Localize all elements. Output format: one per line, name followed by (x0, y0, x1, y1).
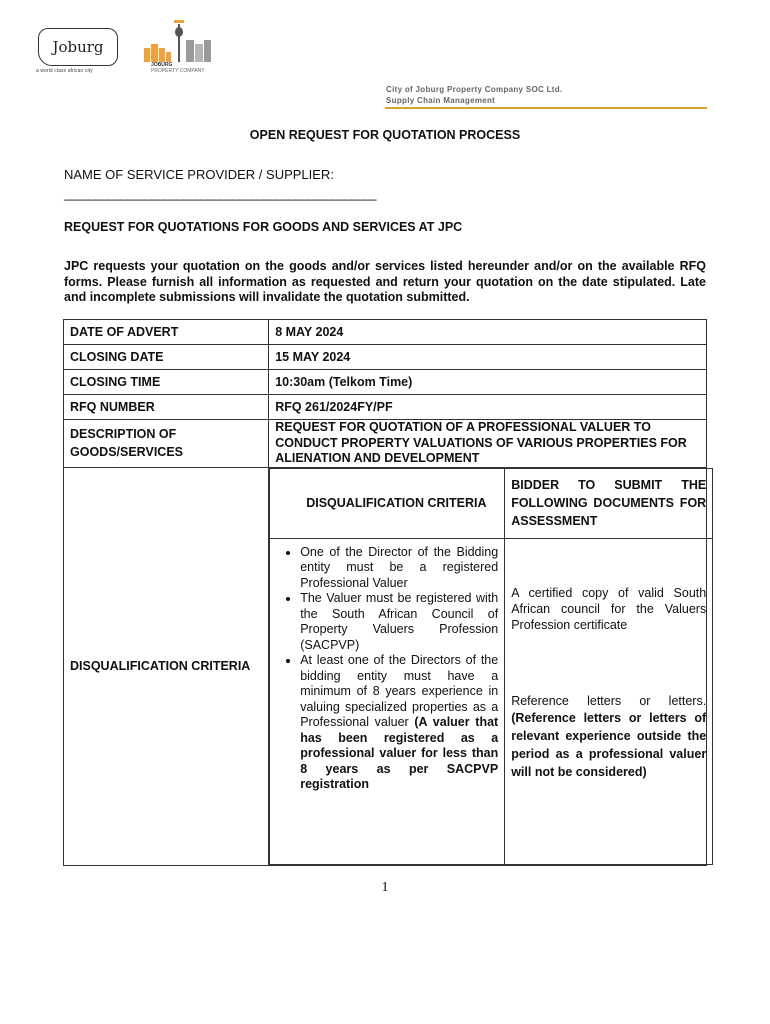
table-row (64, 370, 707, 395)
header-divider (385, 107, 707, 109)
row-value: REQUEST FOR QUOTATION OF A PROFESSIONAL VALUER TO CONDUCT PROPERTY VALUATIONS OF VARIOUS PROPERTIES FOR ALIENATION AND DEVELOPMENT (269, 420, 707, 468)
criteria-inner-table (269, 468, 713, 865)
supplier-label: NAME OF SERVICE PROVIDER / SUPPLIER: (64, 167, 334, 182)
jpc-logo-icon (142, 18, 214, 66)
rfq-details-table (63, 319, 707, 866)
row-label: RFQ NUMBER (64, 395, 269, 420)
joburg-logo-text: Joburg (52, 38, 104, 56)
list-item (300, 545, 498, 592)
document-bold-text: (Reference letters or letters of relevant experience outside the period as a professional valuer will not be considered) (511, 710, 707, 779)
documents-column-header: BIDDER TO SUBMIT THE FOLLOWING DOCUMENTS FOR ASSESSMENT (505, 468, 713, 538)
document-requirement: A certified copy of valid South African council for the Valuers Profession certificate (511, 585, 707, 632)
criteria-row-label: DISQUALIFICATION CRITERIA (64, 467, 269, 865)
table-row (64, 395, 707, 420)
joburg-logo (38, 28, 118, 66)
list-item (300, 653, 498, 793)
table-row (64, 320, 707, 345)
row-value: RFQ 261/2024FY/PF (269, 395, 707, 420)
joburg-tagline: a world class african city (36, 68, 93, 74)
documents-cell (505, 538, 713, 864)
table-row (64, 420, 707, 468)
criteria-list-cell (270, 538, 505, 864)
criteria-row (64, 467, 707, 865)
criteria-text: At least one of the Directors of the bidding entity must have a minimum of 8 years experience in valuing specialized properties as a Professional valuer (300, 653, 499, 729)
rfq-heading: REQUEST FOR QUOTATIONS FOR GOODS AND SERVICES AT JPC (64, 220, 463, 234)
page-number: 1 (381, 880, 389, 895)
row-label: DATE OF ADVERT (64, 320, 269, 345)
criteria-text: The Valuer must be registered with the South African Council of Property Valuers Profession (SACPVP) (300, 591, 499, 652)
criteria-column-header: DISQUALIFICATION CRITERIA (270, 468, 505, 538)
row-value: 8 MAY 2024 (269, 320, 707, 345)
criteria-container (269, 467, 707, 865)
criteria-bold-text: (A valuer that has been registered as a professional valuer for less than 8 years as per SACPVP registration (300, 715, 499, 791)
criteria-text: One of the Director of the Bidding entity must be a registered Professional Valuer (300, 544, 499, 590)
row-label: CLOSING TIME (64, 370, 269, 395)
company-name: City of Joburg Property Company SOC Ltd. (386, 85, 563, 94)
jpc-logo-text: JOBURG (151, 62, 173, 68)
document-requirement (505, 693, 712, 781)
row-label: CLOSING DATE (64, 345, 269, 370)
table-row (64, 345, 707, 370)
row-value: 10:30am (Telkom Time) (269, 370, 707, 395)
page-title: OPEN REQUEST FOR QUOTATION PROCESS (249, 128, 521, 142)
company-header (386, 84, 562, 106)
document-text: Reference letters or letters. (511, 693, 707, 708)
department-name: Supply Chain Management (386, 96, 496, 105)
criteria-list (270, 539, 504, 793)
intro-paragraph: JPC requests your quotation on the goods and/or services listed hereunder and/or on the available RFQ forms. Please furnish all information as requested and return your quotation on the date stipulated. Late and incomplete submissions will invalidate the quotation submitted. (64, 259, 706, 304)
supplier-blank-line: __________________________________________________ (64, 186, 376, 201)
list-item (300, 591, 498, 653)
row-label: DESCRIPTION OF GOODS/SERVICES (64, 420, 269, 468)
row-value: 15 MAY 2024 (269, 345, 707, 370)
jpc-logo-subtext: PROPERTY COMPANY (151, 68, 205, 74)
